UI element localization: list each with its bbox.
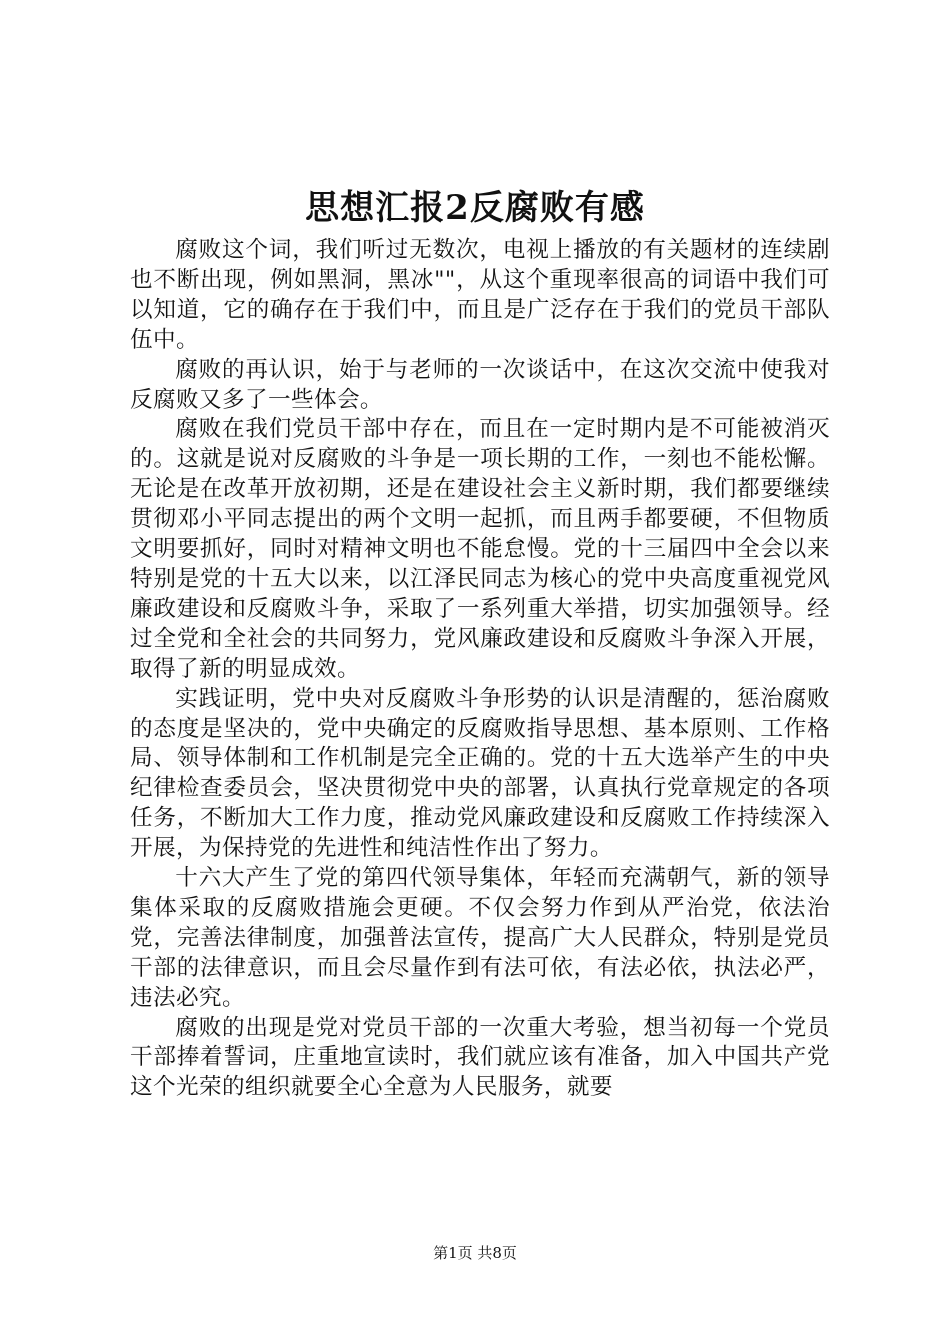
- paragraph-2: 腐败的再认识，始于与老师的一次谈话中，在这次交流中使我对反腐败又多了一些体会。: [130, 356, 830, 413]
- paragraph-6: 腐败的出现是党对党员干部的一次重大考验，想当初每一个党员干部捧着誓词，庄重地宣读时，我们就应该有准备，加入中国共产党这个光荣的组织就要全心全意为人民服务，就要: [130, 1014, 830, 1101]
- paragraph-1: 腐败这个词，我们听过无数次，电视上播放的有关题材的连续剧也不断出现，例如黑洞，黑冰""，从这个重现率很高的词语中我们可以知道，它的确存在于我们中，而且是广泛存在于我们的党员干部队伍中。: [130, 237, 830, 353]
- paragraph-3: 腐败在我们党员干部中存在，而且在一定时期内是不可能被消灭的。这就是说对反腐败的斗争是一项长期的工作，一刻也不能松懈。无论是在改革开放初期，还是在建设社会主义新时期，我们都要继续贯彻邓小平同志提出的两个文明一起抓，而且两手都要硬，不但物质文明要抓好，同时对精神文明也不能怠慢。党的十三届四中全会以来特别是党的十五大以来，以江泽民同志为核心的党中央高度重视党风廉政建设和反腐败斗争，采取了一系列重大举措，切实加强领导。经过全党和全社会的共同努力，党风廉政建设和反腐败斗争深入开展，取得了新的明显成效。: [130, 416, 830, 682]
- paragraph-5: 十六大产生了党的第四代领导集体，年轻而充满朝气，新的领导集体采取的反腐败措施会更硬。不仅会努力作到从严治党，依法治党，完善法律制度，加强普法宣传，提高广大人民群众，特别是党员干部的法律意识，而且会尽量作到有法可依，有法必依，执法必严，违法必究。: [130, 865, 830, 1011]
- document-title: 思想汇报2反腐败有感: [305, 188, 645, 228]
- page-footer: 第1页 共8页: [433, 1244, 517, 1262]
- paragraph-4: 实践证明，党中央对反腐败斗争形势的认识是清醒的，惩治腐败的态度是坚决的，党中央确定的反腐败指导思想、基本原则、工作格局、领导体制和工作机制是完全正确的。党的十五大选举产生的中央纪律检查委员会，坚决贯彻党中央的部署，认真执行党章规定的各项任务，不断加大工作力度，推动党风廉政建设和反腐败工作持续深入开展，为保持党的先进性和纯洁性作出了努力。: [130, 685, 830, 862]
- document-body: [130, 236, 830, 1103]
